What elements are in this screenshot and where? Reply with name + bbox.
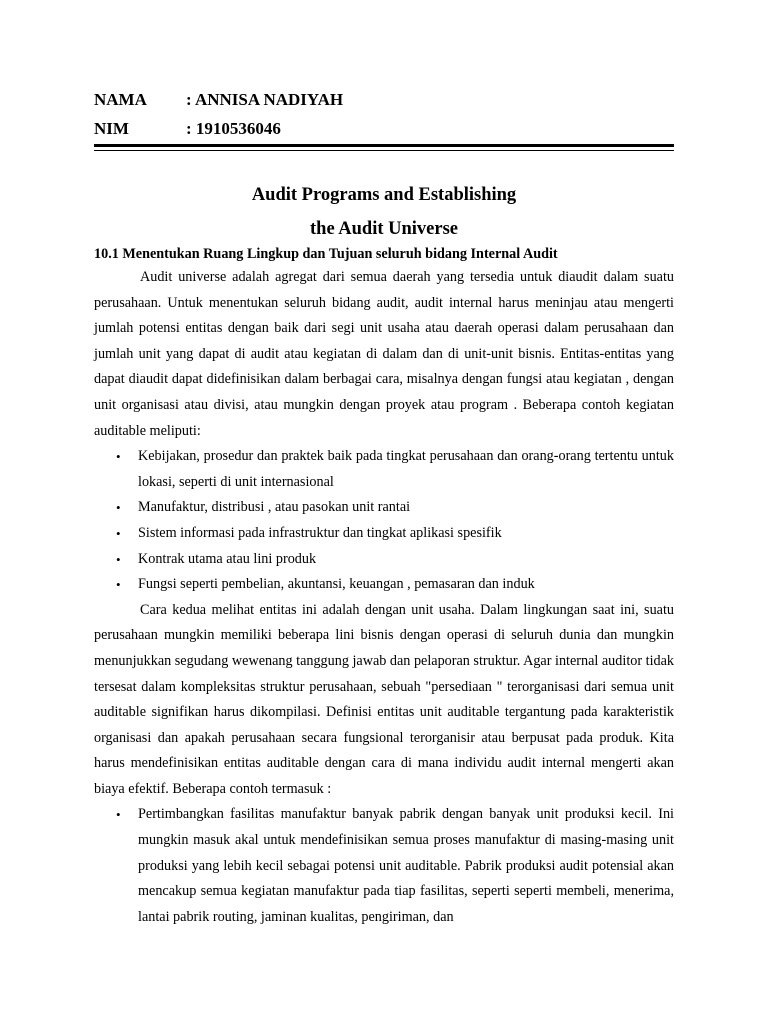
list-item <box>94 547 674 573</box>
bullet-list-1 <box>94 444 674 598</box>
nim-value: : 1910536046 <box>186 119 281 138</box>
header-divider-thick <box>94 144 674 147</box>
list-item-text: Pertimbangkan fasilitas manufaktur banyak pabrik dengan banyak unit produksi kecil. Ini mungkin masuk akal untuk mendefinisikan semua proses manufaktur di masing-masing unit produksi yang lebih kecil sebagai potensi unit auditable. Pabrik produksi audit potensial akan mencakup semua kegiatan manufaktur pada tiap fasilitas, seperti seperti membeli, menerima, lantai pabrik routing, jaminan kualitas, pengiriman, dan <box>138 806 674 925</box>
bullet-icon: • <box>116 577 121 593</box>
paragraph-2: Cara kedua melihat entitas ini adalah dengan unit usaha. Dalam lingkungan saat ini, suatu perusahaan mungkin memiliki beberapa lini bisnis dengan operasi di seluruh dunia dan mungkin menunjukkan segudang wewenang tanggung jawab dan pelaporan struktur. Agar internal auditor tidak tersesat dalam kompleksitas struktur perusahaan, sebuah "persediaan " terorganisasi dari semua unit auditable signifikan harus dikompilasi. Definisi entitas unit auditable tergantung pada karakteristik organisasi dan apakah perusahaan secara fungsional terorganisir atau berpusat pada produk. Kita harus mendefinisikan entitas auditable dengan cara di mana individu audit internal mengerti akan biaya efektif. Beberapa contoh termasuk : <box>94 601 674 797</box>
bullet-icon: • <box>116 449 121 465</box>
list-item <box>94 521 674 547</box>
title-line-1: Audit Programs and Establishing <box>251 185 517 205</box>
list-item-text: Manufaktur, distribusi , atau pasokan unit rantai <box>138 499 411 516</box>
nim-row <box>94 114 674 143</box>
list-item-text: Kebijakan, prosedur dan praktek baik pada tingkat perusahaan dan orang-orang tertentu untuk lokasi, seperti di unit internasional <box>138 448 674 490</box>
nama-row <box>94 85 674 114</box>
nama-value: : ANNISA NADIYAH <box>186 90 344 109</box>
bullet-icon: • <box>116 525 121 541</box>
title-line-2: the Audit Universe <box>310 219 458 239</box>
list-item-text: Kontrak utama atau lini produk <box>138 550 317 567</box>
list-item <box>94 444 674 495</box>
section-heading: 10.1 Menentukan Ruang Lingkup dan Tujuan seluruh bidang Internal Audit <box>94 246 558 262</box>
nama-label: NAMA <box>94 90 147 109</box>
bullet-icon: • <box>116 807 121 823</box>
list-item-text: Fungsi seperti pembelian, akuntansi, keuangan , pemasaran dan induk <box>138 576 535 593</box>
header-divider-thin <box>94 150 674 151</box>
paragraph-1: Audit universe adalah agregat dari semua daerah yang tersedia untuk diaudit dalam suatu perusahaan. Untuk menentukan seluruh bidang audit, audit internal harus meninjau atau mengerti jumlah potensi entitas dengan baik dari segi unit usaha atau daerah operasi dalam perusahaan dan jumlah unit yang dapat di audit atau kegiatan di dalam dan di unit-unit bisnis. Entitas-entitas yang dapat diaudit dapat didefinisikan dalam berbagai cara, misalnya dengan fungsi atau kegiatan , dengan unit organisasi atau divisi, atau mungkin dengan proyek atau program . Beberapa contoh kegiatan auditable meliputi: <box>94 269 674 439</box>
list-item <box>94 572 674 598</box>
bullet-icon: • <box>116 551 121 567</box>
document-body <box>94 265 674 930</box>
document-title <box>94 178 674 246</box>
bullet-icon: • <box>116 500 121 516</box>
list-item-text: Sistem informasi pada infrastruktur dan tingkat aplikasi spesifik <box>138 524 502 541</box>
list-item <box>94 495 674 521</box>
nim-label: NIM <box>94 119 129 138</box>
list-item <box>94 802 674 930</box>
student-header <box>94 85 674 143</box>
bullet-list-2 <box>94 802 674 930</box>
